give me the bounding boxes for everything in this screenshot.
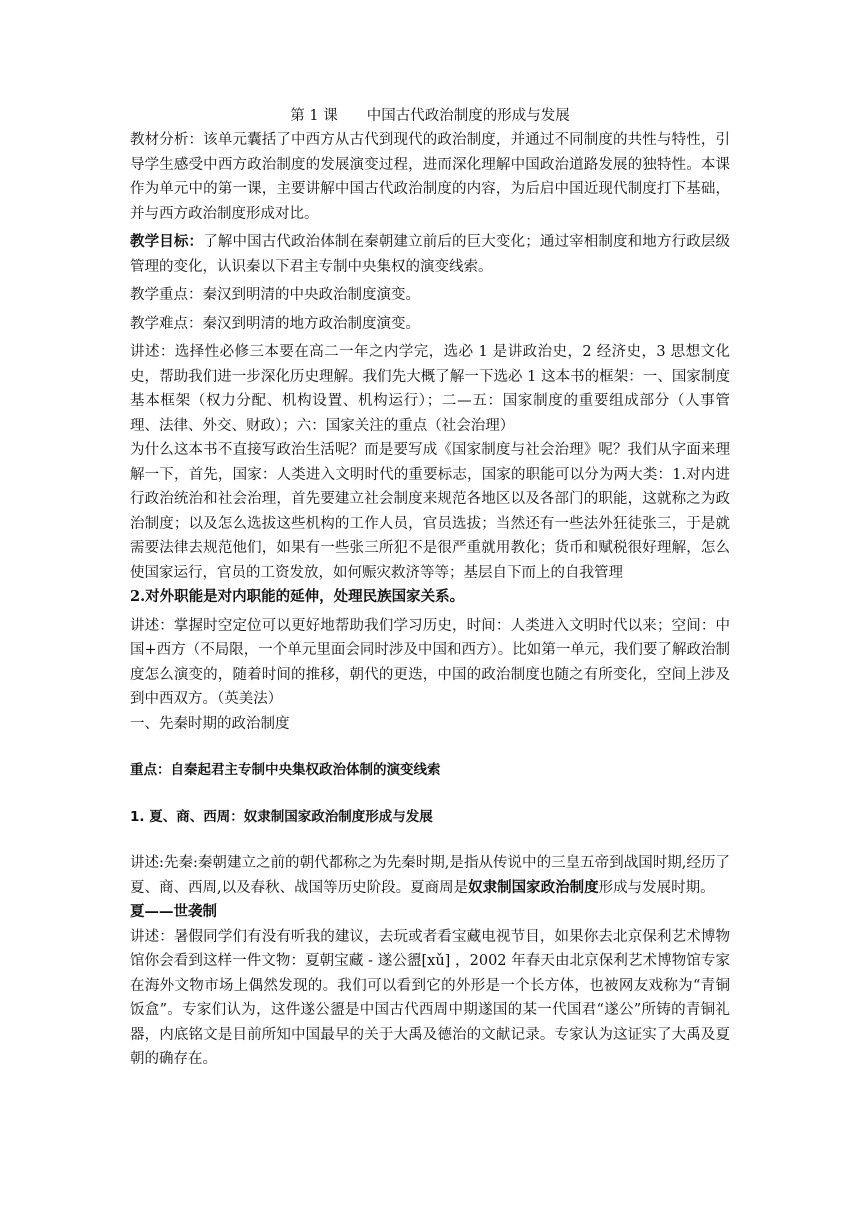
teaching-goal-text: 了解中国古代政治体制在秦朝建立前后的巨大变化；通过宰相制度和地方行政层级管理的变化，认识秦以下君主专制中央集权的演变线索。 [130, 234, 730, 275]
material-analysis: 教材分析：该单元囊括了中西方从古代到现代的政治制度，并通过不同制度的共性与特性，引导学生感受中西方政治制度的发展演变过程，进而深化理解中国政治道路发展的独特性。本课作为单元中的第一课，主要讲解中国古代政治制度的内容，为后启中国近现代制度打下基础，并与西方政治制度形成对比。 [130, 132, 730, 222]
xia-heading: 夏——世袭制 [130, 903, 217, 920]
document-page [130, 104, 730, 1072]
subsection-heading-1: 1. 夏、商、西周：奴隶制国家政治制度形成与发展 [130, 808, 433, 825]
teaching-difficulty: 教学难点：秦汉到明清的地方政治制度演变。 [130, 315, 420, 332]
lecture-paragraph-4-emphasis: 奴隶制国家政治制度 [468, 878, 599, 896]
lecture-paragraph-3: 讲述：掌握时空定位可以更好地帮助我们学习历史，时间：人类进入文明时代以来；空间：中国+西方（不局限，一个单元里面会同时涉及中国和西方）。比如第一单元，我们要了解政治制度怎么演变的，随着时间的推移，朝代的更迭，中国的政治制度也随之有所变化，空间上涉及到中西双方。（英美法） [130, 617, 730, 707]
lecture-paragraph-2-tail: 2.对外职能是对内职能的延伸，处理民族国家关系。 [130, 588, 465, 605]
teaching-goal [130, 230, 730, 279]
section-heading-1: 一、先秦时期的政治制度 [130, 715, 290, 732]
lecture-paragraph-2-main: 为什么这本书不直接写政治生活呢？而是要写成《国家制度与社会治理》呢？我们从字面来理解一下，首先，国家：人类进入文明时代的重要标志，国家的职能可以分为两大类：1.对内进行政治统治和社会治理，首先要建立社会制度来规范各地区以及各部门的职能，这就称之为政治制度；以及怎么选拔这些机构的工作人员，官员选拔；当然还有一些法外狂徒张三，于是就需要法律去规范他们，如果有一些张三所犯不是很严重就用教化；货币和赋税很好理解，怎么使国家运行，官员的工资发放，如何赈灾救济等等；基层自下而上的自我管理 [130, 442, 730, 581]
lecture-paragraph-2 [130, 438, 730, 610]
lecture-paragraph-4-pre: 讲述:先秦:秦朝建立之前的朝代都称之为先秦时期,是指从传说中的三皇五帝到战国时期,经历了夏、商、西周,以及春秋、战国等历史阶段。夏商周是 [130, 855, 730, 896]
lecture-paragraph-1: 讲述：选择性必修三本要在高二一年之内学完，选必 1 是讲政治史，2 经济史，3 思想文化史，帮助我们进一步深化历史理解。我们先大概了解一下选必 1 这本书的框架：一、国家制度基本框架（权力分配、机构设置、机构运行）；二—五：国家制度的重要组成部分（人事管理、法律、外交、财政）；六：国家关注的重点（社会治理） [130, 344, 730, 434]
lecture-paragraph-4-post: 形成与发展时期。 [598, 879, 715, 896]
lecture-paragraph-4 [130, 851, 730, 900]
lesson-title: 第 1 课 中国古代政治制度的形成与发展 [290, 108, 570, 124]
teaching-goal-label: 教学目标： [130, 233, 204, 250]
focus-heading: 重点：自秦起君主专制中央集权政治体制的演变线索 [130, 762, 441, 778]
lecture-paragraph-5: 讲述：暑假同学们有没有听我的建议，去玩或者看宝藏电视节目，如果你去北京保利艺术博物馆你会看到这样一件文物：夏朝宝藏 - 遂公盨[xǔ] ，2002 年春天由北京保利艺术博物馆专家在海外文物市场上偶然发现的。我们可以看到它的外形是一个长方体，也被网友戏称为“青铜饭盒”。专家们认为，这件遂公盨是中国古代西周中期遂国的某一代国君“遂公”所铸的青铜礼器，内底铭文是目前所知中国最早的关于大禹及德治的文献记录。专家认为这证实了大禹及夏朝的确存在。 [130, 928, 730, 1067]
teaching-key-point: 教学重点：秦汉到明清的中央政治制度演变。 [130, 287, 420, 303]
